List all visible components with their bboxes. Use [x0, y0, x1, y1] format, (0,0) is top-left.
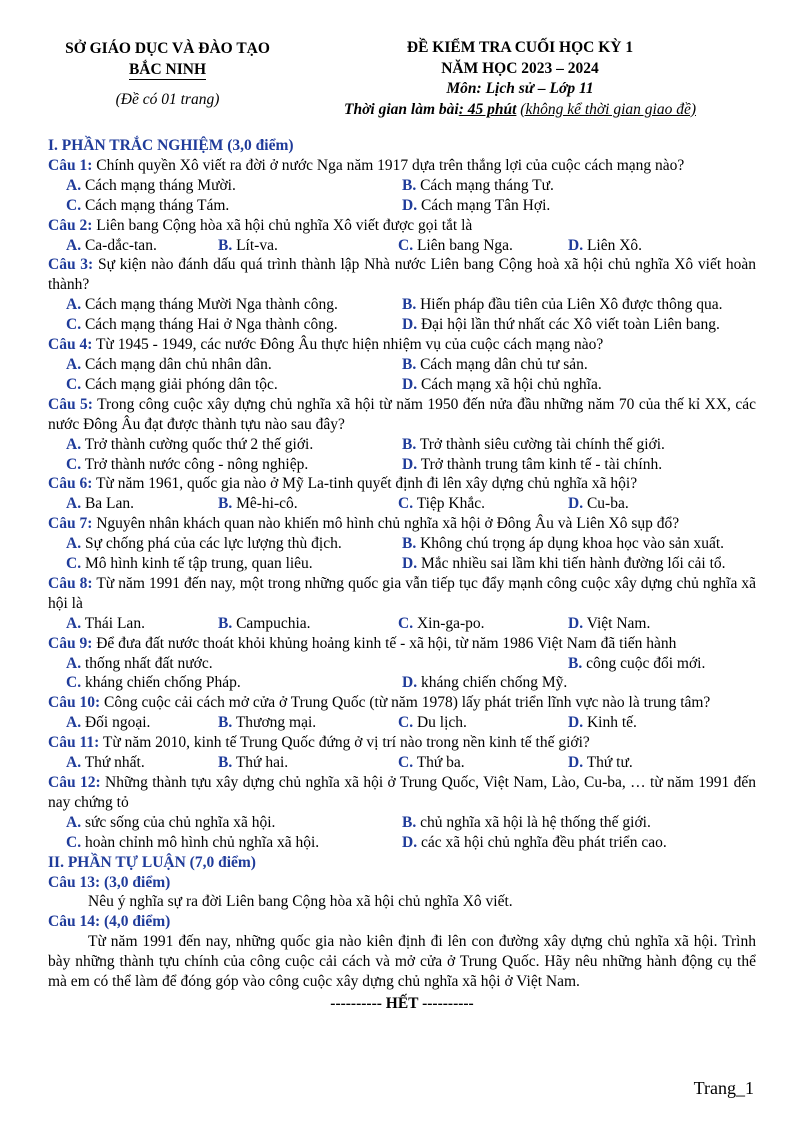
answer-option	[48, 534, 402, 554]
answer-option	[48, 753, 218, 773]
answer-option	[398, 713, 568, 733]
question-stem: Công cuộc cải cách mở cửa ở Trung Quốc (từ năm 1978) lấy phát triển lĩnh vực nào là trung tâm?	[103, 694, 711, 712]
answer-option	[402, 554, 756, 574]
answer-option	[402, 673, 756, 693]
question-text	[48, 634, 756, 654]
option-letter: B.	[402, 176, 417, 194]
option-text: Trở thành cường quốc thứ 2 thế giới.	[84, 435, 314, 453]
subject-line	[300, 79, 740, 100]
option-letter: B.	[218, 714, 233, 732]
question-stem: Từ năm 2010, kinh tế Trung Quốc đứng ở vị trí nào trong nền kinh tế thế giới?	[102, 734, 590, 752]
answer-option	[48, 713, 218, 733]
option-letter: C.	[398, 714, 414, 732]
question-text	[48, 216, 756, 236]
question	[48, 733, 756, 773]
answer-option	[568, 713, 756, 733]
option-letter: D.	[568, 754, 584, 772]
answer-option	[48, 455, 402, 475]
section-essay-title: II. PHẦN TỰ LUẬN (7,0 điểm)	[48, 853, 256, 871]
option-letter: A.	[66, 714, 82, 732]
option-letter: C.	[66, 674, 82, 692]
option-text: Thứ tư.	[586, 754, 633, 772]
option-letter: D.	[402, 674, 418, 692]
option-text: Cách mạng dân chủ nhân dân.	[84, 355, 272, 373]
question-stem: Sự kiện nào đánh dấu quá trình thành lập Nhà nước Liên bang Cộng hoà xã hội chủ nghĩa Xô viết hoàn thành?	[48, 256, 757, 294]
answer-options	[48, 654, 756, 694]
option-letter: A.	[66, 813, 82, 831]
question	[48, 255, 756, 335]
option-letter: B.	[218, 614, 233, 632]
subject-label: Môn	[446, 80, 477, 97]
option-letter: B.	[218, 754, 233, 772]
option-text: Đối ngoại.	[84, 714, 151, 732]
answer-option	[398, 494, 568, 514]
question-number: Câu 12:	[48, 774, 101, 791]
option-text: Thứ nhất.	[84, 754, 145, 772]
option-text: Kinh tế.	[586, 714, 637, 732]
question-stem: Liên bang Cộng hòa xã hội chủ nghĩa Xô viết được gọi tắt là	[96, 216, 473, 234]
option-letter: A.	[66, 355, 82, 373]
question	[48, 514, 756, 574]
answer-option	[48, 355, 402, 375]
option-letter: B.	[402, 535, 417, 553]
question	[48, 693, 756, 733]
option-text: Cách mạng dân chủ tư sản.	[420, 355, 588, 373]
option-text: Thứ hai.	[235, 754, 289, 772]
answer-option	[48, 315, 402, 335]
option-text: Cách mạng giải phóng dân tộc.	[84, 375, 278, 393]
subject-value: : Lịch sử – Lớp 11	[476, 80, 594, 97]
option-letter: B.	[568, 654, 583, 672]
option-text: Trở thành siêu cường tài chính thế giới.	[419, 435, 665, 453]
answer-option	[48, 236, 218, 256]
answer-option	[48, 176, 402, 196]
answer-option	[48, 673, 402, 693]
option-text: Cách mạng tháng Mười Nga thành công.	[84, 296, 338, 314]
question-number: Câu 10:	[48, 694, 101, 712]
question	[48, 216, 756, 256]
option-letter: C.	[66, 375, 82, 393]
multiple-choice-list	[48, 156, 756, 853]
question-number: Câu 11:	[48, 734, 100, 752]
option-text: Hiến pháp đầu tiên của Liên Xô được thông qua.	[420, 296, 723, 314]
option-letter: C.	[66, 316, 82, 334]
question-number: Câu 5:	[48, 395, 93, 413]
question-number: Câu 2:	[48, 216, 93, 234]
option-letter: D.	[568, 236, 584, 254]
answer-option	[48, 813, 402, 833]
answer-options	[48, 713, 756, 733]
option-letter: B.	[402, 435, 417, 453]
answer-options	[48, 534, 756, 574]
answer-option	[402, 295, 756, 315]
question-text	[48, 395, 756, 435]
question-number: Câu 7:	[48, 515, 93, 533]
answer-options	[48, 435, 756, 475]
issuer-line2: BẮC NINH	[128, 61, 207, 78]
answer-option	[218, 494, 398, 514]
option-text: Thương mại.	[235, 714, 317, 732]
answer-options	[48, 236, 756, 256]
option-text: Không chú trọng áp dụng khoa học vào sản xuất.	[420, 535, 725, 553]
question-stem: Từ năm 1961, quốc gia nào ở Mỹ La-tinh quyết định đi lên xây dựng chủ nghĩa xã hội?	[95, 475, 638, 493]
answer-option	[402, 196, 756, 216]
option-letter: A.	[66, 296, 82, 314]
answer-options	[48, 355, 756, 395]
option-letter: B.	[402, 296, 417, 314]
answer-option	[568, 753, 756, 773]
answer-option	[48, 375, 402, 395]
option-letter: C.	[66, 555, 82, 573]
option-letter: C.	[66, 833, 82, 851]
option-letter: A.	[66, 535, 82, 553]
answer-option	[218, 236, 398, 256]
exam-title-block	[300, 38, 740, 120]
answer-option	[568, 614, 756, 634]
answer-option	[218, 753, 398, 773]
option-text: Lít-va.	[236, 236, 278, 254]
option-text: Campuchia.	[236, 614, 311, 632]
option-text: Mê-hi-cô.	[236, 495, 298, 513]
option-letter: A.	[66, 435, 82, 453]
school-year: NĂM HỌC 2023 – 2024	[441, 59, 599, 77]
answer-options	[48, 295, 756, 335]
essay-question-text: Nêu ý nghĩa sự ra đời Liên bang Cộng hòa xã hội chủ nghĩa Xô viết.	[88, 893, 513, 911]
answer-option	[398, 614, 568, 634]
answer-option	[402, 176, 756, 196]
option-letter: D.	[568, 614, 584, 632]
answer-options	[48, 614, 756, 634]
question	[48, 156, 756, 216]
page-count-note: (Đề có 01 trang)	[115, 91, 220, 108]
answer-options	[48, 813, 756, 853]
option-text: Xin-ga-po.	[416, 614, 485, 632]
question-number: Câu 9:	[48, 634, 93, 652]
option-letter: D.	[568, 714, 584, 732]
answer-option	[48, 614, 218, 634]
exam-title: ĐỀ KIỂM TRA CUỐI HỌC KỲ 1	[406, 39, 634, 56]
option-text: Tiệp Khắc.	[416, 495, 485, 513]
question	[48, 634, 756, 694]
essay-question-number: Câu 13: (3,0 điểm)	[48, 873, 171, 891]
section-multiple-choice-title: I. PHẦN TRẮC NGHIỆM (3,0 điểm)	[48, 137, 294, 154]
answer-option	[568, 654, 756, 674]
option-letter: B.	[218, 236, 233, 254]
option-text: Thái Lan.	[84, 614, 145, 632]
answer-option	[48, 494, 218, 514]
option-text: Cách mạng tháng Mười.	[84, 176, 236, 194]
question-number: Câu 6:	[48, 475, 93, 493]
option-letter: B.	[402, 813, 417, 831]
option-letter: C.	[398, 754, 414, 772]
option-text: Cách mạng Tân Hợi.	[420, 196, 551, 214]
option-letter: B.	[402, 355, 417, 373]
option-letter: D.	[402, 196, 418, 214]
option-text: Ba Lan.	[84, 495, 135, 513]
answer-option	[402, 355, 756, 375]
question-text	[48, 514, 756, 534]
option-text: hoàn chỉnh mô hình chủ nghĩa xã hội.	[84, 833, 320, 851]
question-stem: Trong công cuộc xây dựng chủ nghĩa xã hội từ năm 1950 đến nửa đầu những năm 70 của thế kỉ XX, các nước Đông Âu đạt được thành tựu nào sau đây?	[48, 395, 756, 433]
option-text: Du lịch.	[416, 714, 467, 732]
option-text: Đại hội lần thứ nhất các Xô viết toàn Liên bang.	[420, 316, 720, 334]
option-text: Cách mạng tháng Tám.	[84, 196, 230, 214]
question-stem: Những thành tựu xây dựng chủ nghĩa xã hội ở Trung Quốc, Việt Nam, Lào, Cu-ba, … từ năm 1991 đến nay chứng tỏ	[48, 774, 756, 811]
option-text: Liên Xô.	[586, 236, 643, 254]
option-text: Mắc nhiều sai lầm khi tiến hành đường lối cải tổ.	[420, 555, 726, 573]
time-label: Thời gian làm bài	[344, 100, 459, 118]
option-text: Việt Nam.	[586, 614, 651, 632]
question-text	[48, 773, 756, 813]
question-text	[48, 733, 756, 753]
option-letter: B.	[218, 495, 233, 513]
question-text	[48, 255, 756, 295]
option-text: sức sống của chủ nghĩa xã hội.	[84, 813, 276, 831]
answer-option	[48, 295, 402, 315]
question	[48, 474, 756, 514]
answer-options	[48, 494, 756, 514]
option-text: kháng chiến chống Pháp.	[84, 674, 241, 692]
option-letter: C.	[66, 455, 82, 473]
answer-option	[568, 236, 756, 256]
option-text: Trở thành nước công - nông nghiệp.	[84, 455, 309, 473]
answer-option	[218, 614, 398, 634]
option-letter: A.	[66, 176, 82, 194]
option-letter: A.	[66, 495, 82, 513]
end-marker: ---------- HẾT ----------	[330, 994, 474, 1012]
question-number: Câu 4:	[48, 336, 93, 354]
question-stem: Từ 1945 - 1949, các nước Đông Âu thực hiện nhiệm vụ của cuộc cách mạng nào?	[95, 336, 604, 354]
question-stem: Chính quyền Xô viết ra đời ở nước Nga năm 1917 dựa trên thắng lợi của cuộc cách mạng nào?	[96, 156, 685, 174]
answer-option	[48, 833, 402, 853]
question-text	[48, 335, 756, 355]
answer-option	[568, 494, 756, 514]
question-stem: Từ năm 1991 đến nay, một trong những quốc gia vẫn tiếp tục đẩy mạnh công cuộc xây dựng chủ nghĩa xã hội là	[48, 574, 757, 612]
issuer-line1: SỞ GIÁO DỤC VÀ ĐÀO TẠO	[65, 40, 270, 57]
option-text: thống nhất đất nước.	[84, 654, 213, 672]
option-letter: D.	[568, 495, 584, 513]
option-text: Mô hình kinh tế tập trung, quan liêu.	[84, 555, 313, 573]
option-letter: D.	[402, 316, 418, 334]
answer-option	[402, 435, 756, 455]
option-text: Cu-ba.	[586, 495, 629, 513]
option-text: Trở thành trung tâm kinh tế - tài chính.	[420, 455, 663, 473]
option-letter: D.	[402, 375, 418, 393]
option-letter: D.	[402, 555, 418, 573]
question-text	[48, 574, 756, 614]
time-value: : 45 phút	[458, 100, 517, 118]
answer-option	[398, 236, 568, 256]
option-text: Thứ ba.	[416, 754, 465, 772]
answer-options	[48, 753, 756, 773]
exam-content	[48, 136, 756, 1014]
question-number: Câu 1:	[48, 156, 93, 174]
option-text: Cách mạng tháng Tư.	[420, 176, 554, 194]
answer-option	[48, 196, 402, 216]
option-text: chủ nghĩa xã hội là hệ thống thế giới.	[420, 813, 651, 831]
option-text: Cách mạng xã hội chủ nghĩa.	[420, 375, 602, 393]
question-text	[48, 474, 756, 494]
option-letter: C.	[398, 236, 414, 254]
question-text	[48, 156, 756, 176]
option-letter: A.	[66, 754, 82, 772]
question-stem: Để đưa đất nước thoát khỏi khủng hoảng kinh tế - xã hội, từ năm 1986 Việt Nam đã tiến hành	[96, 634, 677, 652]
question-text	[48, 693, 756, 713]
answer-option	[218, 713, 398, 733]
issuer-block	[45, 38, 290, 110]
option-letter: C.	[66, 196, 82, 214]
question	[48, 395, 756, 475]
answer-options	[48, 176, 756, 216]
option-text: Liên bang Nga.	[416, 236, 513, 254]
question	[48, 335, 756, 395]
option-letter: C.	[398, 614, 414, 632]
option-letter: A.	[66, 236, 82, 254]
answer-option	[48, 435, 402, 455]
question	[48, 574, 756, 634]
question-number: Câu 3:	[48, 256, 94, 274]
option-text: Sự chống phá của các lực lượng thù địch.	[84, 535, 342, 553]
option-text: các xã hội chủ nghĩa đều phát triển cao.	[420, 833, 667, 851]
answer-option	[402, 375, 756, 395]
option-text: Ca-dắc-tan.	[84, 236, 157, 254]
answer-option	[398, 753, 568, 773]
option-letter: A.	[66, 614, 82, 632]
answer-option	[402, 455, 756, 475]
option-text: công cuộc đổi mới.	[586, 654, 706, 672]
answer-option	[48, 654, 568, 674]
answer-option	[48, 554, 402, 574]
question-number: Câu 8:	[48, 574, 93, 592]
essay-list	[48, 873, 756, 992]
essay-question-number: Câu 14: (4,0 điểm)	[48, 913, 171, 931]
answer-option	[402, 315, 756, 335]
time-note: (không kể thời gian giao đề)	[520, 100, 696, 118]
time-line	[300, 100, 740, 121]
option-letter: D.	[402, 833, 418, 851]
option-letter: A.	[66, 654, 82, 672]
answer-option	[402, 833, 756, 853]
option-text: kháng chiến chống Mỹ.	[420, 674, 568, 692]
option-letter: D.	[402, 455, 418, 473]
answer-option	[402, 534, 756, 554]
answer-option	[402, 813, 756, 833]
page-number: Trang_1	[693, 1078, 754, 1098]
question-stem: Nguyên nhân khách quan nào khiến mô hình chủ nghĩa xã hội ở Đông Âu và Liên Xô sụp đổ?	[96, 515, 680, 533]
question	[48, 773, 756, 853]
option-letter: C.	[398, 495, 414, 513]
essay-question-text: Từ năm 1991 đến nay, những quốc gia nào kiên định đi lên con đường xây dựng chủ nghĩa xã hội. Trình bày những thành tựu chính của công cuộc cải cách và mở cửa ở Trung Quốc. Hãy nêu những hành động cụ thể mà em có thể làm để đóng góp vào công cuộc xây dựng chủ nghĩa xã hội ở Việt Nam.	[48, 933, 756, 991]
option-text: Cách mạng tháng Hai ở Nga thành công.	[84, 316, 338, 334]
